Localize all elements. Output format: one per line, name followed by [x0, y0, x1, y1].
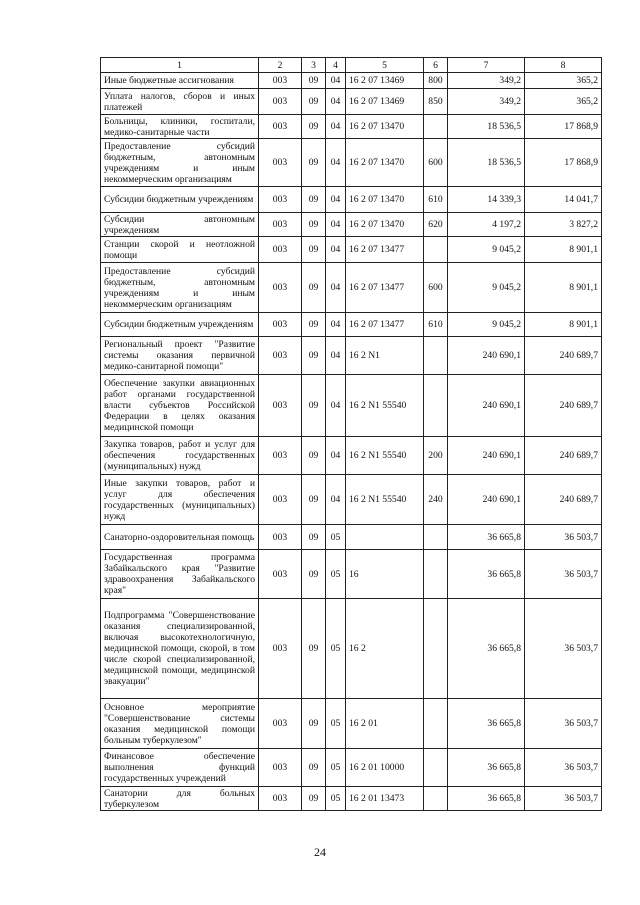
- expense-name-cell: Больницы, клиники, госпитали, медико-санитарные части: [101, 115, 259, 139]
- table-row: [101, 313, 602, 337]
- table-row: [101, 375, 602, 437]
- expense-name-cell: Обеспечение закупки авиационных работ органами государственной власти субъектов Российской Федерации в целях оказания медицинской помощи: [101, 375, 259, 437]
- subsection-code-cell: 04: [326, 115, 346, 139]
- amount-year2-cell: 36 503,7: [525, 749, 602, 787]
- target-article-cell: 16 2 07 13477: [346, 313, 424, 337]
- header-cell: 5: [346, 58, 424, 73]
- subsection-code-cell: 05: [326, 525, 346, 550]
- ministry-code-cell: 003: [259, 313, 302, 337]
- ministry-code-cell: 003: [259, 475, 302, 525]
- ministry-code-cell: 003: [259, 213, 302, 237]
- subsection-code-cell: 04: [326, 475, 346, 525]
- expense-name-cell: Региональный проект "Развитие системы оказания первичной медико-санитарной помощи": [101, 337, 259, 375]
- amount-year1-cell: 9 045,2: [448, 263, 525, 313]
- section-code-cell: 09: [302, 337, 326, 375]
- ministry-code-cell: 003: [259, 187, 302, 213]
- section-code-cell: 09: [302, 749, 326, 787]
- expense-name-cell: Иные бюджетные ассигнования: [101, 73, 259, 89]
- expense-type-cell: [424, 337, 448, 375]
- table-row: [101, 263, 602, 313]
- expense-type-cell: 240: [424, 475, 448, 525]
- target-article-cell: 16 2 N1 55540: [346, 475, 424, 525]
- table-row: [101, 115, 602, 139]
- amount-year1-cell: 18 536,5: [448, 115, 525, 139]
- header-cell: 8: [525, 58, 602, 73]
- table-row: [101, 475, 602, 525]
- ministry-code-cell: 003: [259, 263, 302, 313]
- header-cell: 7: [448, 58, 525, 73]
- table-row: [101, 787, 602, 811]
- section-code-cell: 09: [302, 115, 326, 139]
- table-row: [101, 89, 602, 115]
- expense-name-cell: Санатории для больных туберкулезом: [101, 787, 259, 811]
- section-code-cell: 09: [302, 213, 326, 237]
- expense-type-cell: [424, 787, 448, 811]
- expense-name-cell: Уплата налогов, сборов и иных платежей: [101, 89, 259, 115]
- page-number: 24: [314, 845, 326, 859]
- ministry-code-cell: 003: [259, 89, 302, 115]
- section-code-cell: 09: [302, 237, 326, 263]
- expense-type-cell: [424, 699, 448, 749]
- amount-year2-cell: 36 503,7: [525, 550, 602, 599]
- amount-year1-cell: 349,2: [448, 89, 525, 115]
- amount-year2-cell: 8 901,1: [525, 237, 602, 263]
- table-row: [101, 599, 602, 699]
- subsection-code-cell: 05: [326, 749, 346, 787]
- subsection-code-cell: 04: [326, 375, 346, 437]
- amount-year2-cell: 3 827,2: [525, 213, 602, 237]
- expense-type-cell: [424, 237, 448, 263]
- amount-year1-cell: 14 339,3: [448, 187, 525, 213]
- subsection-code-cell: 04: [326, 237, 346, 263]
- amount-year2-cell: 14 041,7: [525, 187, 602, 213]
- amount-year1-cell: 36 665,8: [448, 599, 525, 699]
- expense-name-cell: Субсидии автономным учреждениям: [101, 213, 259, 237]
- table-row: [101, 73, 602, 89]
- subsection-code-cell: 05: [326, 599, 346, 699]
- expense-type-cell: 600: [424, 139, 448, 187]
- expense-type-cell: 800: [424, 73, 448, 89]
- expense-name-cell: Субсидии бюджетным учреждениям: [101, 313, 259, 337]
- table-row: [101, 337, 602, 375]
- table-row: [101, 139, 602, 187]
- expense-name-cell: Предоставление субсидий бюджетным, автономным учреждениям и иным некоммерческим организациям: [101, 263, 259, 313]
- target-article-cell: 16 2 07 13470: [346, 213, 424, 237]
- expense-type-cell: 600: [424, 263, 448, 313]
- target-article-cell: 16 2 N1 55540: [346, 437, 424, 475]
- target-article-cell: 16 2 N1 55540: [346, 375, 424, 437]
- expense-type-cell: 610: [424, 313, 448, 337]
- amount-year1-cell: 240 690,1: [448, 375, 525, 437]
- expense-name-cell: Государственная программа Забайкальского края "Развитие здравоохранения Забайкальского края": [101, 550, 259, 599]
- amount-year2-cell: 240 689,7: [525, 375, 602, 437]
- ministry-code-cell: 003: [259, 599, 302, 699]
- amount-year1-cell: 240 690,1: [448, 337, 525, 375]
- table-row: [101, 187, 602, 213]
- subsection-code-cell: 04: [326, 337, 346, 375]
- amount-year2-cell: 36 503,7: [525, 599, 602, 699]
- target-article-cell: 16: [346, 550, 424, 599]
- amount-year1-cell: 349,2: [448, 73, 525, 89]
- expense-type-cell: 610: [424, 187, 448, 213]
- section-code-cell: 09: [302, 699, 326, 749]
- table-row: [101, 437, 602, 475]
- subsection-code-cell: 04: [326, 437, 346, 475]
- table-row: [101, 525, 602, 550]
- expense-type-cell: [424, 115, 448, 139]
- subsection-code-cell: 04: [326, 313, 346, 337]
- header-cell: 1: [101, 58, 259, 73]
- target-article-cell: 16 2 07 13469: [346, 73, 424, 89]
- amount-year2-cell: 17 868,9: [525, 115, 602, 139]
- header-row: [101, 58, 602, 73]
- subsection-code-cell: 05: [326, 699, 346, 749]
- amount-year1-cell: 240 690,1: [448, 437, 525, 475]
- target-article-cell: 16 2 07 13470: [346, 139, 424, 187]
- ministry-code-cell: 003: [259, 73, 302, 89]
- amount-year1-cell: 36 665,8: [448, 550, 525, 599]
- ministry-code-cell: 003: [259, 525, 302, 550]
- amount-year2-cell: 36 503,7: [525, 699, 602, 749]
- expense-type-cell: [424, 599, 448, 699]
- subsection-code-cell: 05: [326, 550, 346, 599]
- section-code-cell: 09: [302, 263, 326, 313]
- table-row: [101, 550, 602, 599]
- ministry-code-cell: 003: [259, 337, 302, 375]
- amount-year1-cell: 36 665,8: [448, 749, 525, 787]
- amount-year2-cell: 240 689,7: [525, 475, 602, 525]
- section-code-cell: 09: [302, 313, 326, 337]
- target-article-cell: 16 2 07 13469: [346, 89, 424, 115]
- amount-year1-cell: 240 690,1: [448, 475, 525, 525]
- ministry-code-cell: 003: [259, 437, 302, 475]
- amount-year1-cell: 4 197,2: [448, 213, 525, 237]
- expense-type-cell: [424, 525, 448, 550]
- expense-name-cell: Подпрограмма "Совершенствование оказания специализированной, включая высокотехнологичную, медицинской помощи, скорой, в том числе скорой специализированной, медицинской помощи, медицинской эвакуации": [101, 599, 259, 699]
- section-code-cell: 09: [302, 475, 326, 525]
- expense-type-cell: 850: [424, 89, 448, 115]
- header-cell: 2: [259, 58, 302, 73]
- subsection-code-cell: 05: [326, 787, 346, 811]
- section-code-cell: 09: [302, 187, 326, 213]
- amount-year2-cell: 365,2: [525, 73, 602, 89]
- amount-year2-cell: 17 868,9: [525, 139, 602, 187]
- expense-type-cell: [424, 550, 448, 599]
- target-article-cell: [346, 525, 424, 550]
- target-article-cell: 16 2 01 10000: [346, 749, 424, 787]
- target-article-cell: 16 2 N1: [346, 337, 424, 375]
- target-article-cell: 16 2 07 13470: [346, 115, 424, 139]
- ministry-code-cell: 003: [259, 787, 302, 811]
- table-row: [101, 213, 602, 237]
- section-code-cell: 09: [302, 89, 326, 115]
- subsection-code-cell: 04: [326, 139, 346, 187]
- table-row: [101, 749, 602, 787]
- amount-year1-cell: 9 045,2: [448, 313, 525, 337]
- section-code-cell: 09: [302, 787, 326, 811]
- expense-name-cell: Предоставление субсидий бюджетным, автономным учреждениям и иным некоммерческим организациям: [101, 139, 259, 187]
- subsection-code-cell: 04: [326, 89, 346, 115]
- amount-year2-cell: 36 503,7: [525, 787, 602, 811]
- target-article-cell: 16 2 01 13473: [346, 787, 424, 811]
- amount-year2-cell: 8 901,1: [525, 263, 602, 313]
- amount-year1-cell: 36 665,8: [448, 525, 525, 550]
- expense-name-cell: Иные закупки товаров, работ и услуг для обеспечения государственных (муниципальных) нужд: [101, 475, 259, 525]
- header-cell: 3: [302, 58, 326, 73]
- amount-year1-cell: 18 536,5: [448, 139, 525, 187]
- table-row: [101, 237, 602, 263]
- expense-type-cell: [424, 749, 448, 787]
- section-code-cell: 09: [302, 525, 326, 550]
- ministry-code-cell: 003: [259, 115, 302, 139]
- target-article-cell: 16 2 07 13477: [346, 263, 424, 313]
- subsection-code-cell: 04: [326, 213, 346, 237]
- target-article-cell: 16 2 01: [346, 699, 424, 749]
- amount-year2-cell: 365,2: [525, 89, 602, 115]
- ministry-code-cell: 003: [259, 237, 302, 263]
- section-code-cell: 09: [302, 599, 326, 699]
- table-row: [101, 699, 602, 749]
- expense-type-cell: [424, 375, 448, 437]
- subsection-code-cell: 04: [326, 187, 346, 213]
- header-cell: 4: [326, 58, 346, 73]
- amount-year2-cell: 36 503,7: [525, 525, 602, 550]
- ministry-code-cell: 003: [259, 550, 302, 599]
- section-code-cell: 09: [302, 139, 326, 187]
- ministry-code-cell: 003: [259, 375, 302, 437]
- ministry-code-cell: 003: [259, 699, 302, 749]
- section-code-cell: 09: [302, 375, 326, 437]
- amount-year1-cell: 9 045,2: [448, 237, 525, 263]
- amount-year2-cell: 240 689,7: [525, 437, 602, 475]
- target-article-cell: 16 2 07 13470: [346, 187, 424, 213]
- ministry-code-cell: 003: [259, 749, 302, 787]
- section-code-cell: 09: [302, 550, 326, 599]
- expense-name-cell: Финансовое обеспечение выполнения функций государственных учреждений: [101, 749, 259, 787]
- subsection-code-cell: 04: [326, 263, 346, 313]
- expense-name-cell: Основное мероприятие "Совершенствование системы оказания медицинской помощи больным туберкулезом": [101, 699, 259, 749]
- budget-table: [100, 57, 602, 811]
- expense-name-cell: Субсидии бюджетным учреждениям: [101, 187, 259, 213]
- subsection-code-cell: 04: [326, 73, 346, 89]
- amount-year1-cell: 36 665,8: [448, 699, 525, 749]
- expense-name-cell: Станции скорой и неотложной помощи: [101, 237, 259, 263]
- expense-type-cell: 200: [424, 437, 448, 475]
- amount-year1-cell: 36 665,8: [448, 787, 525, 811]
- target-article-cell: 16 2 07 13477: [346, 237, 424, 263]
- expense-type-cell: 620: [424, 213, 448, 237]
- amount-year2-cell: 240 689,7: [525, 337, 602, 375]
- ministry-code-cell: 003: [259, 139, 302, 187]
- amount-year2-cell: 8 901,1: [525, 313, 602, 337]
- target-article-cell: 16 2: [346, 599, 424, 699]
- expense-name-cell: Санаторно-оздоровительная помощь: [101, 525, 259, 550]
- section-code-cell: 09: [302, 73, 326, 89]
- header-cell: 6: [424, 58, 448, 73]
- section-code-cell: 09: [302, 437, 326, 475]
- expense-name-cell: Закупка товаров, работ и услуг для обеспечения государственных (муниципальных) нужд: [101, 437, 259, 475]
